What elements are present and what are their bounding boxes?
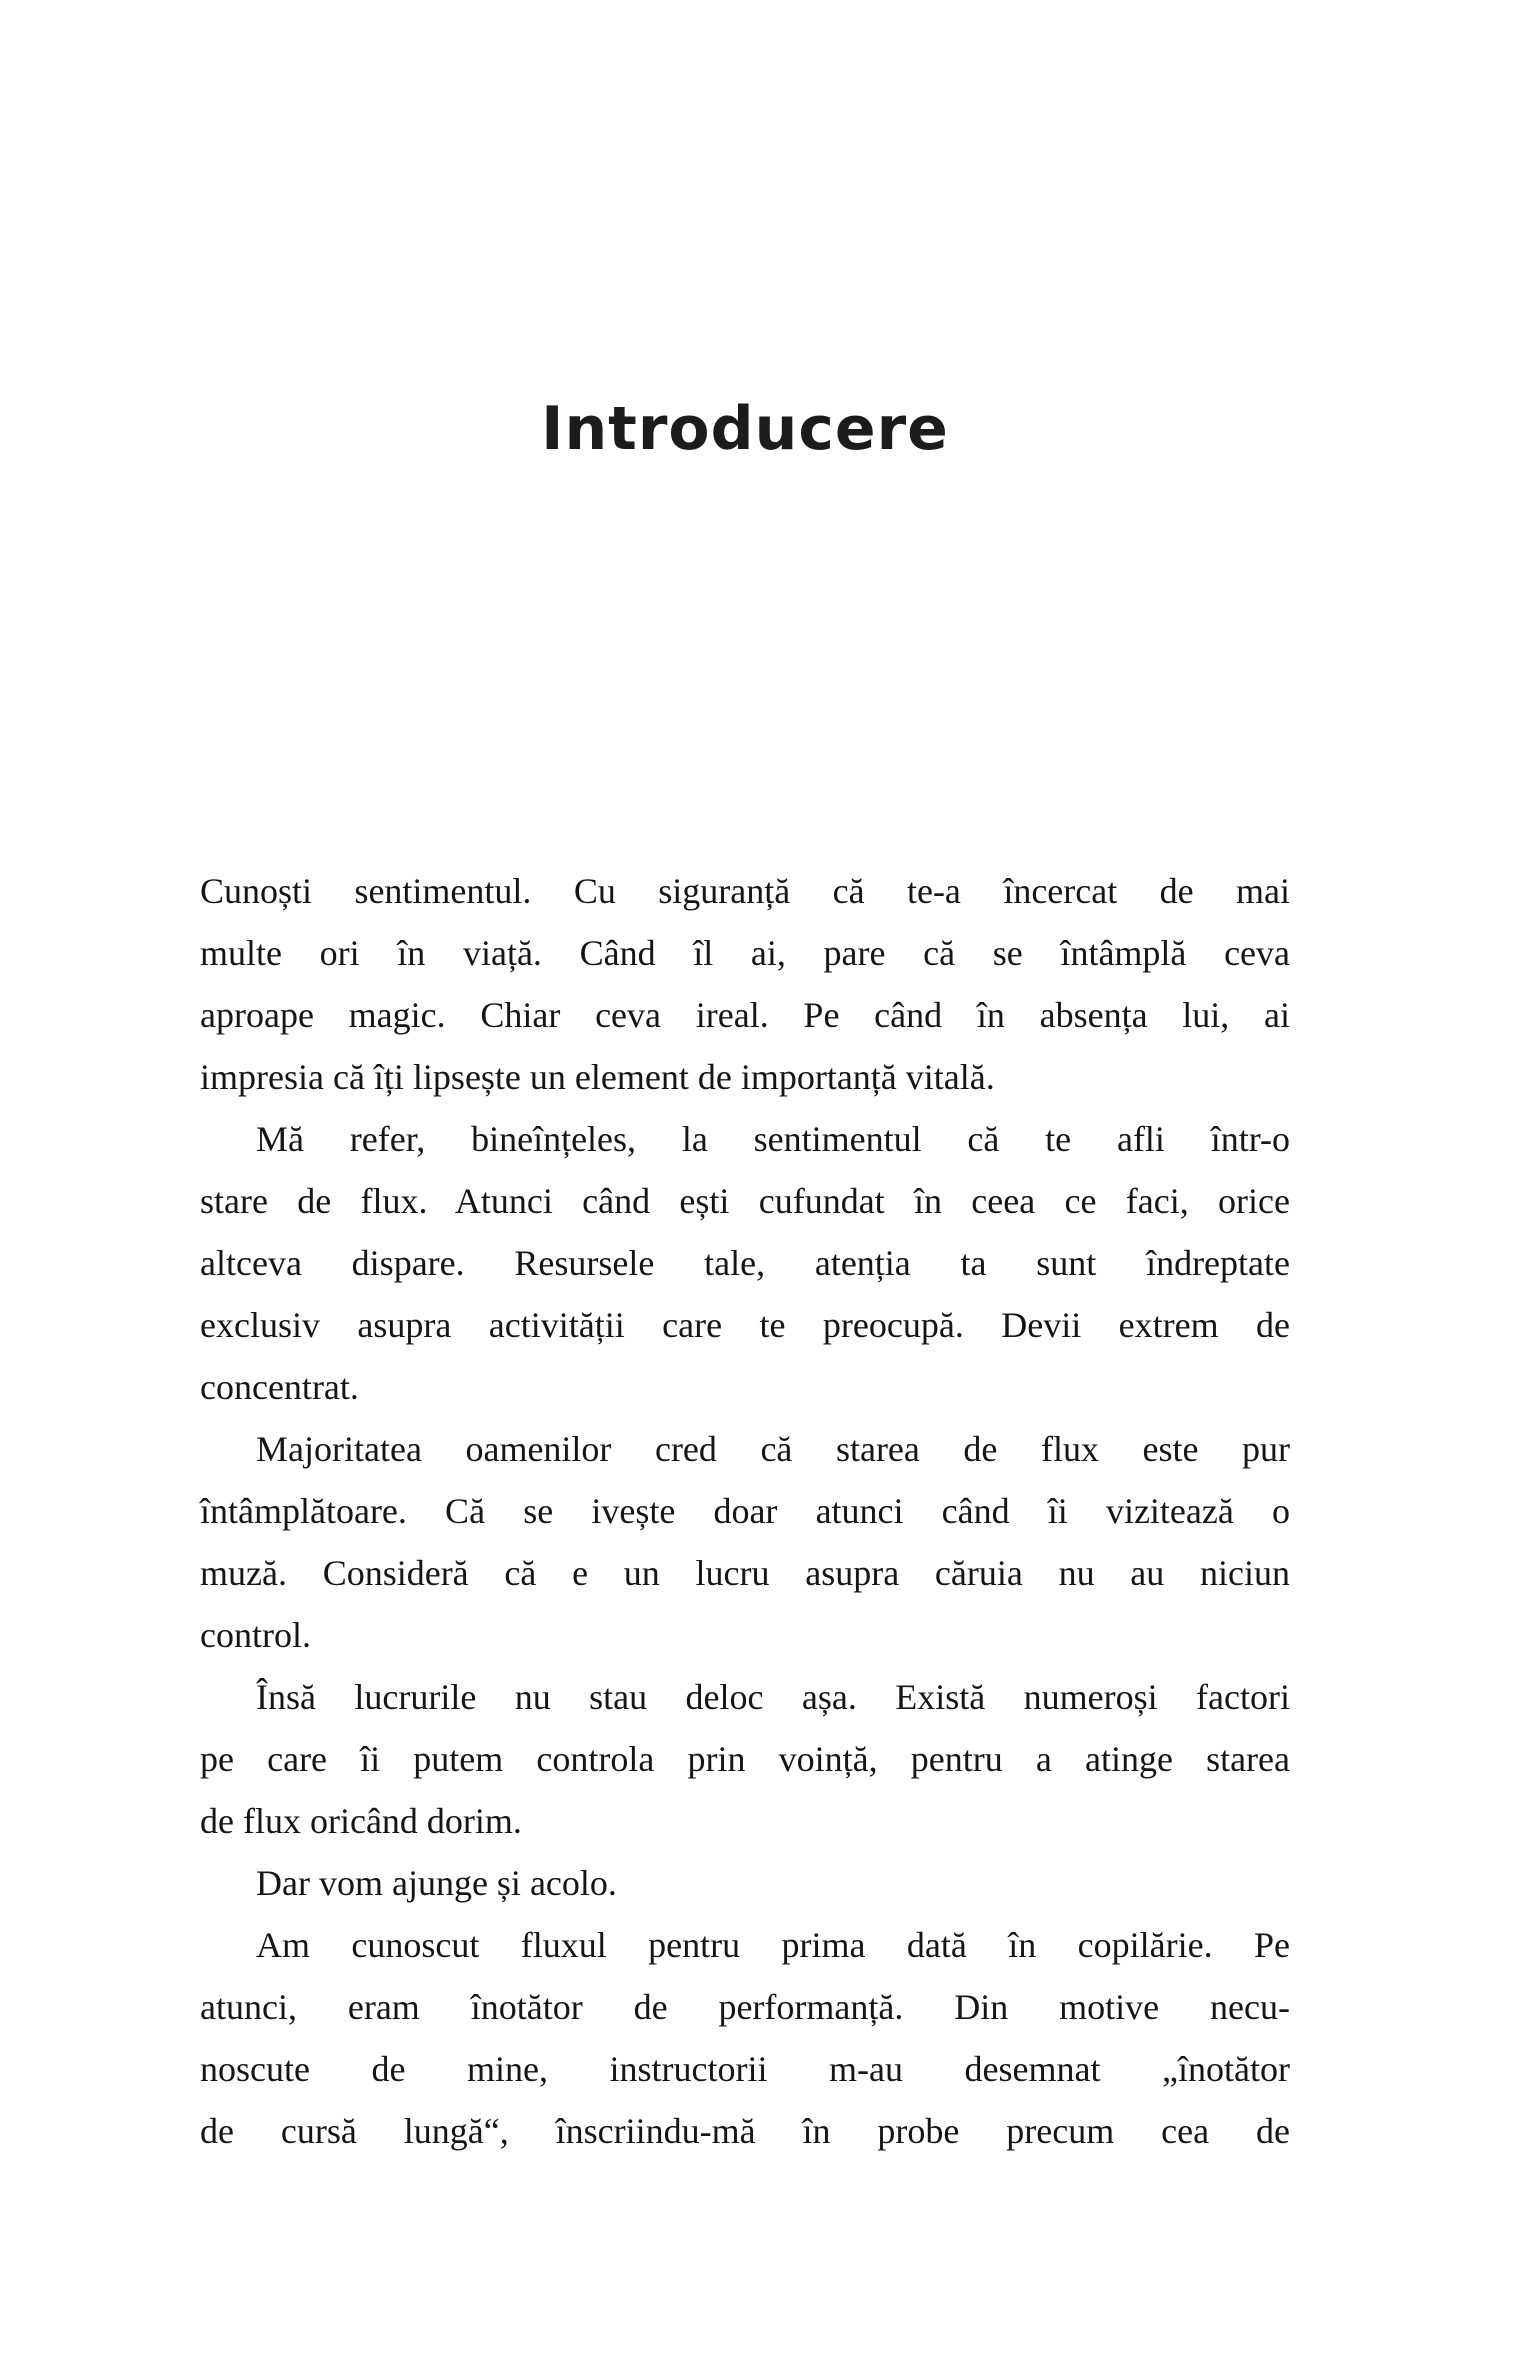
text-line: concentrat. (200, 1367, 359, 1407)
text-line: control. (200, 1615, 311, 1655)
text-line: exclusiv asupra activității care te preocupă. Devii extrem de (200, 1305, 1290, 1345)
paragraph (200, 1418, 1290, 1666)
text-line: noscute de mine, instructorii m-au desemnat „înotător (200, 2049, 1290, 2089)
text-line: de flux oricând dorim. (200, 1801, 522, 1841)
text-line: Mă refer, bineînțeles, la sentimentul că te afli într-o (256, 1119, 1290, 1159)
body-text (200, 860, 1290, 2162)
text-line: Majoritatea oamenilor cred că starea de flux este pur (256, 1429, 1290, 1469)
paragraph (200, 1914, 1290, 2162)
paragraph (200, 1852, 1290, 1914)
paragraph (200, 1108, 1290, 1418)
text-line: altceva dispare. Resursele tale, atenția ta sunt îndreptate (200, 1243, 1290, 1283)
text-line: atunci, eram înotător de performanță. Din motive necu- (200, 1987, 1290, 2027)
text-line: impresia că îți lipsește un element de importanță vitală. (200, 1057, 995, 1097)
text-line: multe ori în viață. Când îl ai, pare că se întâmplă ceva (200, 933, 1290, 973)
text-line: aproape magic. Chiar ceva ireal. Pe când în absența lui, ai (200, 995, 1290, 1035)
text-line: Am cunoscut fluxul pentru prima dată în copilărie. Pe (256, 1925, 1290, 1965)
text-line: întâmplătoare. Că se ivește doar atunci când îi vizitează o (200, 1491, 1290, 1531)
text-line: muză. Consideră că e un lucru asupra căruia nu au niciun (200, 1553, 1290, 1593)
text-line: Însă lucrurile nu stau deloc așa. Există numeroși factori (256, 1677, 1290, 1717)
chapter-title: Introducere (541, 394, 949, 464)
text-line: Cunoști sentimentul. Cu siguranță că te-a încercat de mai (200, 871, 1290, 911)
text-line: stare de flux. Atunci când ești cufundat în ceea ce faci, orice (200, 1181, 1290, 1221)
paragraph (200, 1666, 1290, 1852)
text-line: de cursă lungă“, înscriindu-mă în probe precum cea de (200, 2111, 1290, 2151)
text-line: pe care îi putem controla prin voință, pentru a atinge starea (200, 1739, 1290, 1779)
paragraph (200, 860, 1290, 1108)
text-line: Dar vom ajunge și acolo. (256, 1863, 617, 1903)
